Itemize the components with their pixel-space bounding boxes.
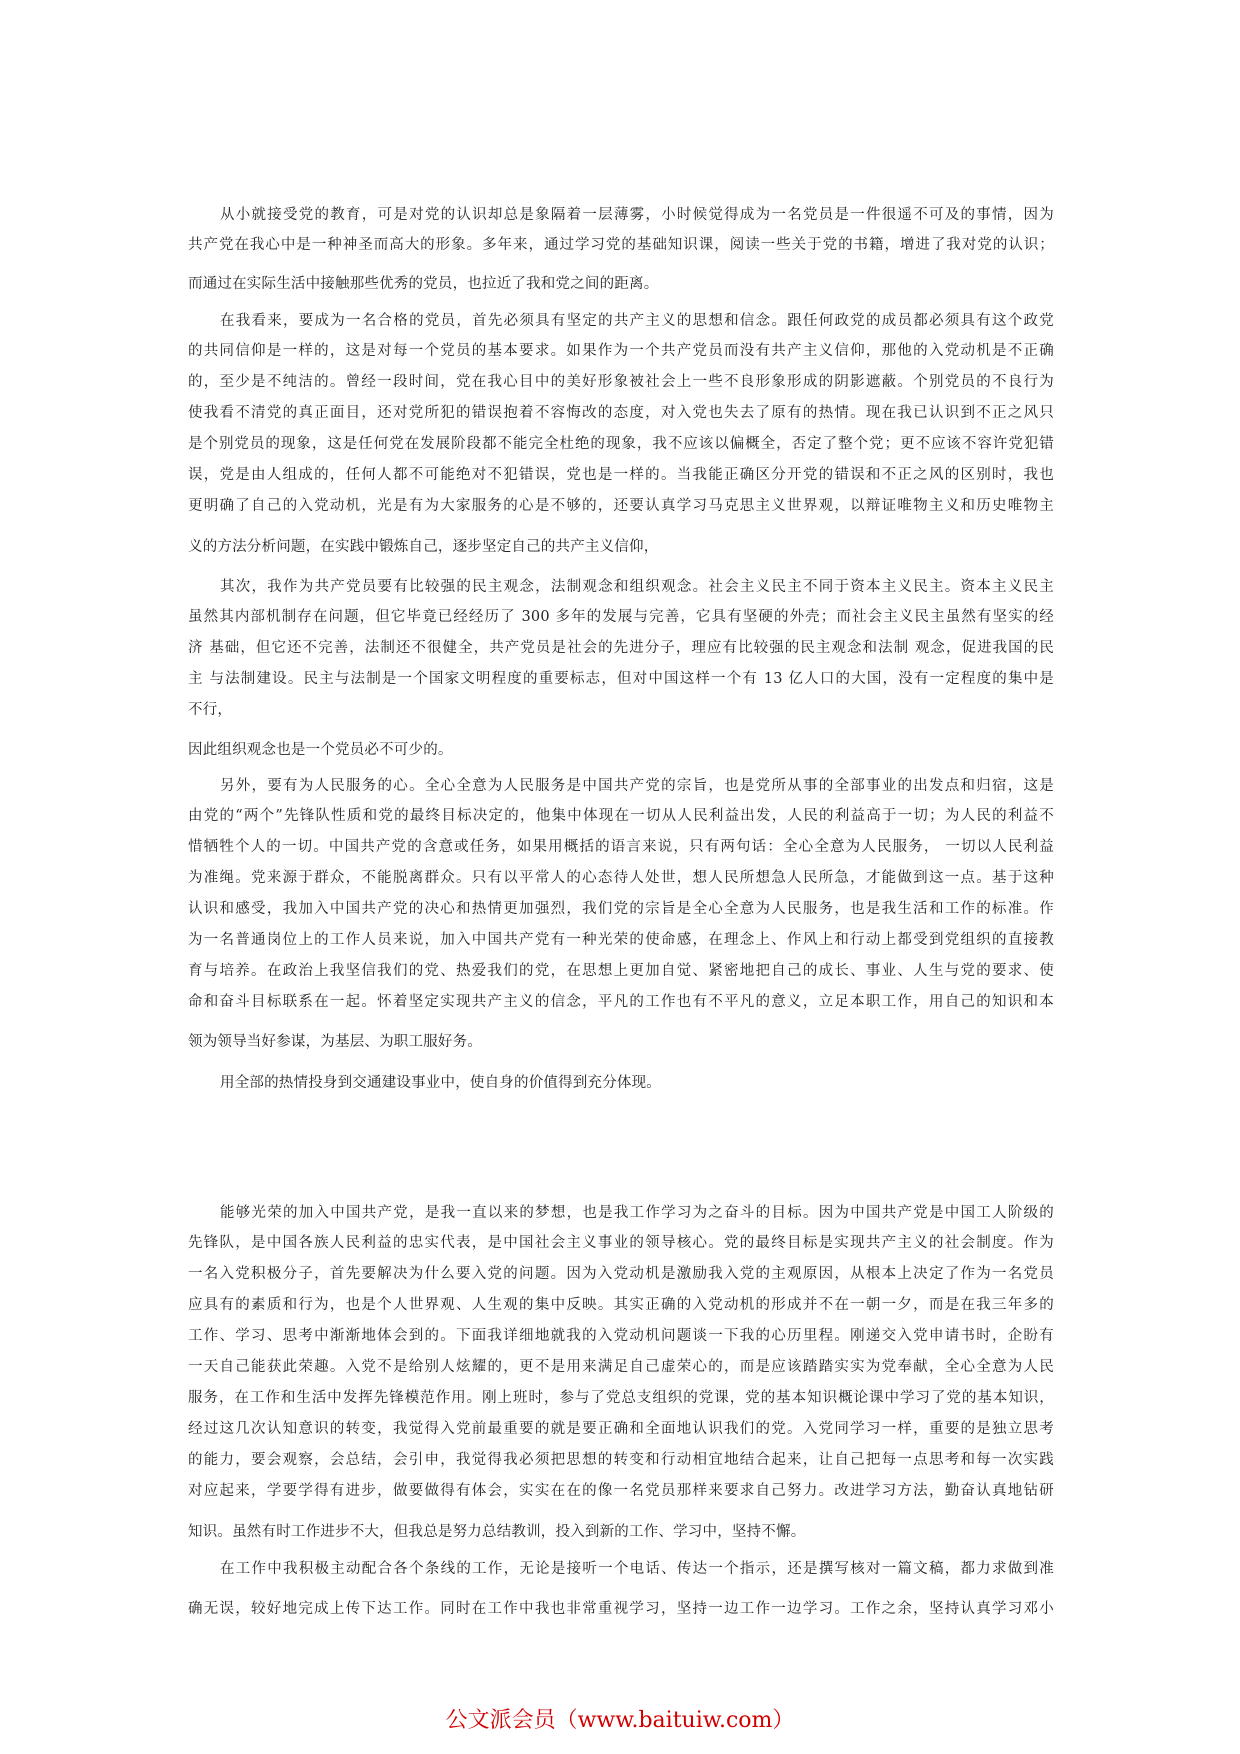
paragraph-line: 的共同信仰是一样的，这是对每一个党员的基本要求。如果作为一个共产党员而没有共产主义信仰，那他的入党动机是不正确: [188, 343, 1054, 359]
paragraph-line: 使我看不清党的真正面目，还对党所犯的错误抱着不容悔改的态度，对入党也失去了原有的热情。现在我已认识到不正之风只: [188, 405, 1054, 421]
paragraph-line: 不行，: [188, 702, 233, 718]
paragraph-line: 知识。虽然有时工作进步不大，但我总是努力总结教训，投入到新的工作、学习中，坚持不懈。: [188, 1524, 806, 1540]
paragraph-line: 用全部的热情投身到交通建设事业中，使自身的价值得到充分体现。: [220, 1075, 661, 1091]
paragraph-line: 领为领导当好参谋，为基层、为职工服好务。: [188, 1034, 482, 1050]
paragraph-line: 经过这几次认知意识的转变，我觉得入党前最重要的就是要正确和全面地认识我们的党。入党同学习一样，重要的是独立思考: [188, 1421, 1054, 1437]
paragraph-line: 更明确了自己的入党动机，光是有为大家服务的心是不够的，还要认真学习马克思主义世界观，以辩证唯物主义和历史唯物主: [188, 498, 1054, 514]
paragraph-line: 在我看来，要成为一名合格的党员，首先必须具有坚定的共产主义的思想和信念。跟任何政党的成员都必须具有这个政党: [220, 313, 1054, 329]
paragraph-line: 确无误，较好地完成上传下达工作。同时在工作中我也非常重视学习，坚持一边工作一边学习。工作之余，坚持认真学习邓小: [188, 1601, 1054, 1617]
paragraph-line: 一天自己能获此荣趣。入党不是给别人炫耀的，更不是用来满足自己虚荣心的，而是应该踏踏实实为党奉献，全心全意为人民: [188, 1359, 1054, 1375]
paragraph-line: 而通过在实际生活中接触那些优秀的党员，也拉近了我和党之间的距离。: [188, 276, 659, 292]
paragraph-line: 在工作中我积极主动配合各个条线的工作，无论是接听一个电话、传达一个指示，还是撰写核对一篇文稿，都力求做到准: [220, 1561, 1054, 1577]
paragraph-line: 共产党在我心中是一种神圣而高大的形象。多年来，通过学习党的基础知识课，阅读一些关于党的书籍，增进了我对党的认识；: [188, 237, 1054, 253]
paragraph-line: 认识和感受，我加入中国共产党的决心和热情更加强烈，我们党的宗旨是全心全意为人民服务，也是我生活和工作的标准。作: [188, 901, 1054, 917]
paragraph-line: 能够光荣的加入中国共产党，是我一直以来的梦想，也是我工作学习为之奋斗的目标。因为中国共产党是中国工人阶级的: [220, 1205, 1054, 1221]
paragraph-line: 为准绳。党来源于群众，不能脱离群众。只有以平常人的心态待人处世，想人民所想急人民所急，才能做到这一点。基于这种: [188, 870, 1054, 886]
paragraph-line: 育与培养。在政治上我坚信我们的党、热爱我们的党，在思想上更加自觉、紧密地把自己的成长、事业、人生与党的要求、使: [188, 963, 1054, 979]
paragraph-line: 由党的“两个”先锋队性质和党的最终目标决定的，他集中体现在一切从人民利益出发，人民的利益高于一切；为人民的利益不: [188, 808, 1054, 824]
paragraph-line: 另外，要有为人民服务的心。全心全意为人民服务是中国共产党的宗旨，也是党所从事的全部事业的出发点和归宿，这是: [220, 778, 1054, 794]
paragraph-line: 惜牺牲个人的一切。中国共产党的含意或任务，如果用概括的语言来说，只有两句话：全心全意为人民服务， 一切以人民利益: [188, 839, 1054, 855]
paragraph-line: 为一名普通岗位上的工作人员来说，加入中国共产党有一种光荣的使命感，在理念上、作风上和行动上都受到党组织的直接教: [188, 932, 1054, 948]
paragraph-line: 误，党是由人组成的，任何人都不可能绝对不犯错误，党也是一样的。当我能正确区分开党的错误和不正之风的区别时，我也: [188, 467, 1054, 483]
paragraph-line: 工作、学习、思考中渐渐地体会到的。下面我详细地就我的入党动机问题谈一下我的心历里程。刚递交入党申请书时，企盼有: [188, 1328, 1054, 1344]
paragraph-line: 服务，在工作和生活中发挥先锋模范作用。刚上班时，参与了党总支组织的党课，党的基本知识概论课中学习了党的基本知识，: [188, 1390, 1054, 1406]
paragraph-line: 因此组织观念也是一个党员必不可少的。: [188, 742, 453, 758]
paragraph-line: 的，至少是不纯洁的。曾经一段时间，党在我心目中的美好形象被社会上一些不良形象形成的阴影遮蔽。个别党员的不良行为: [188, 374, 1054, 390]
paragraph-line: 主 与法制建设。民主与法制是一个国家文明程度的重要标志，但对中国这样一个有 13 亿人口的大国，没有一定程度的集中是: [188, 671, 1054, 687]
paragraph-line: 虽然其内部机制存在问题，但它毕竟已经经历了 300 多年的发展与完善，它具有坚硬的外壳；而社会主义民主虽然有坚实的经: [188, 609, 1054, 625]
paragraph-line: 对应起来，学要学得有进步，做要做得有体会，实实在在的像一名党员那样来要求自己努力。改进学习方法，勤奋认真地钻研: [188, 1483, 1054, 1499]
paragraph-line: 的能力，要会观察，会总结，会引申，我觉得我必须把思想的转变和行动相宜地结合起来，让自己把每一点思考和每一次实践: [188, 1452, 1054, 1468]
footer-watermark: 公文派会员（www.baituiw.com）: [445, 1708, 795, 1733]
paragraph-line: 应具有的素质和行为，也是个人世界观、人生观的集中反映。其实正确的入党动机的形成并不在一朝一夕，而是在我三年多的: [188, 1297, 1054, 1313]
paragraph-line: 其次，我作为共产党员要有比较强的民主观念，法制观念和组织观念。社会主义民主不同于资本主义民主。资本主义民主: [220, 579, 1054, 595]
paragraph-line: 从小就接受党的教育，可是对党的认识却总是象隔着一层薄雾，小时候觉得成为一名党员是一件很遥不可及的事情，因为: [220, 207, 1054, 223]
paragraph-line: 一名入党积极分子，首先要解决为什么要入党的问题。因为入党动机是激励我入党的主观原因，从根本上决定了作为一名党员: [188, 1266, 1054, 1282]
paragraph-line: 先锋队，是中国各族人民利益的忠实代表，是中国社会主义事业的领导核心。党的最终目标是实现共产主义的社会制度。作为: [188, 1235, 1054, 1251]
paragraph-line: 命和奋斗目标联系在一起。怀着坚定实现共产主义的信念，平凡的工作也有不平凡的意义，立足本职工作，用自己的知识和本: [188, 994, 1054, 1010]
paragraph-line: 济 基础，但它还不完善，法制还不很健全，共产党员是社会的先进分子，理应有比较强的民主观念和法制 观念，促进我国的民: [188, 640, 1054, 656]
paragraph-line: 是个别党员的现象，这是任何党在发展阶段都不能完全杜绝的现象，我不应该以偏概全，否定了整个党；更不应该不容许党犯错: [188, 436, 1054, 452]
paragraph-line: 义的方法分析问题，在实践中锻炼自己，逐步坚定自己的共产主义信仰，: [188, 539, 659, 555]
